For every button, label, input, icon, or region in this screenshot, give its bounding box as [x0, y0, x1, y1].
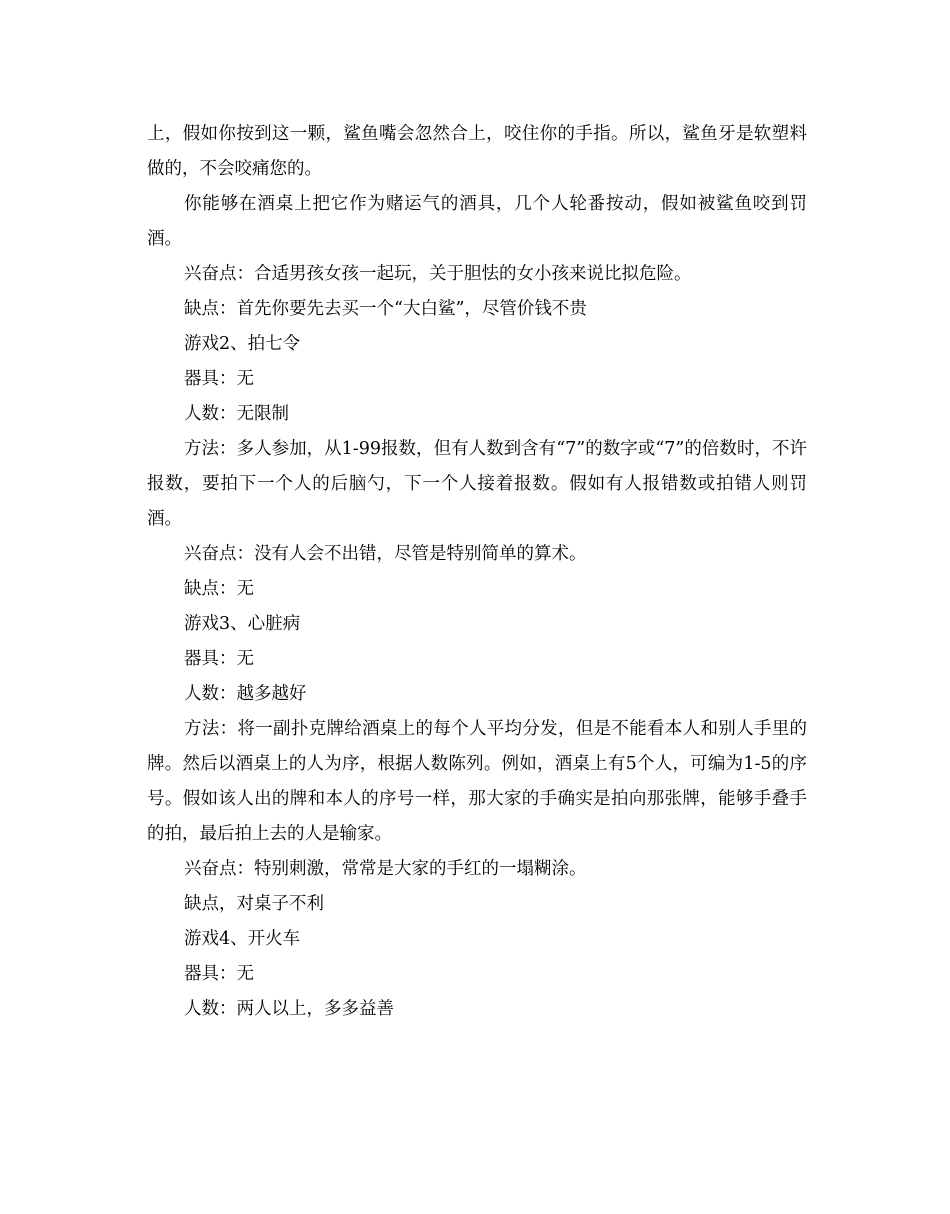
paragraph: 兴奋点：合适男孩女孩一起玩，关于胆怯的女小孩来说比拟危险。 [184, 264, 692, 284]
paragraph: 你能够在酒桌上把它作为赌运气的酒具，几个人轮番按动，假如被鲨鱼咬到罚酒。 [147, 194, 807, 249]
section-heading: 游戏3、心脏病 [184, 614, 301, 634]
paragraph: 缺点，对桌子不利 [184, 894, 324, 914]
paragraph: 缺点：首先你要先去买一个“大白鲨”，尽管价钱不贵 [184, 299, 587, 319]
paragraph: 器具：无 [184, 369, 254, 389]
paragraph: 方法：多人参加，从1-99报数，但有人数到含有“7”的数字或“7”的倍数时，不许报数，要拍下一个人的后脑勺，下一个人接着报数。假如有人报错数或拍错人则罚酒。 [147, 439, 807, 529]
paragraph: 人数：越多越好 [184, 684, 307, 704]
paragraph: 器具：无 [184, 649, 254, 669]
paragraph: 缺点：无 [184, 579, 254, 599]
section-heading: 游戏4、开火车 [184, 929, 301, 949]
section-heading: 游戏2、拍七令 [184, 334, 301, 354]
paragraph: 上，假如你按到这一颗，鲨鱼嘴会忽然合上，咬住你的手指。所以，鲨鱼牙是软塑料做的，不会咬痛您的。 [147, 124, 807, 179]
paragraph: 兴奋点：特别刺激，常常是大家的手红的一塌糊涂。 [184, 859, 587, 879]
document-body [147, 117, 807, 1027]
paragraph: 方法：将一副扑克牌给酒桌上的每个人平均分发，但是不能看本人和别人手里的牌。然后以酒桌上的人为序，根据人数陈列。例如，酒桌上有5个人，可编为1-5的序号。假如该人出的牌和本人的序号一样，那大家的手确实是拍向那张牌，能够手叠手的拍，最后拍上去的人是输家。 [147, 719, 807, 844]
paragraph: 兴奋点：没有人会不出错，尽管是特别简单的算术。 [184, 544, 587, 564]
paragraph: 器具：无 [184, 964, 254, 984]
paragraph: 人数：两人以上，多多益善 [184, 999, 394, 1019]
paragraph: 人数：无限制 [184, 404, 289, 424]
